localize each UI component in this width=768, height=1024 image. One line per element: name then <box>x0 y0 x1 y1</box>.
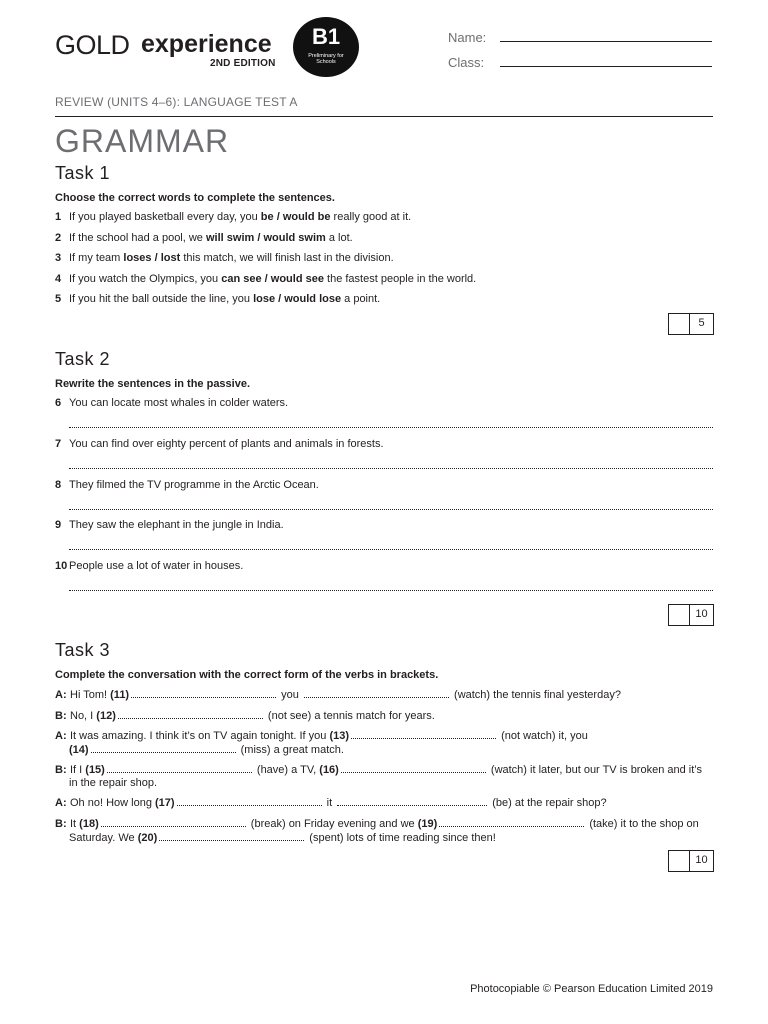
dialogue-text: you <box>278 689 302 701</box>
name-field[interactable] <box>500 41 712 42</box>
logo-gold: GOLD <box>55 30 130 60</box>
item-text: If the school had a pool, we <box>69 232 206 244</box>
option-1[interactable]: be <box>260 211 274 223</box>
option-separator: / <box>151 252 161 264</box>
dialogue-line-continued <box>55 830 729 845</box>
badge-sub-2: Schools <box>316 59 336 65</box>
item-text: a point. <box>341 293 381 305</box>
task2-item <box>55 559 715 573</box>
dialogue-text: No, I <box>70 710 97 722</box>
task2-item <box>55 518 715 532</box>
option-1[interactable]: loses <box>123 252 152 264</box>
gap-number: (13) <box>329 730 350 742</box>
dialogue-text: Hi Tom! <box>70 689 111 701</box>
logo-experience: experience <box>141 30 272 58</box>
option-2[interactable]: would swim <box>263 232 326 244</box>
option-1[interactable]: will swim <box>205 232 255 244</box>
item-text: They saw the elephant in the jungle in India. <box>69 519 284 531</box>
item-text: a lot. <box>325 232 353 244</box>
item-number: 6 <box>55 397 62 409</box>
item-number: 4 <box>55 273 62 285</box>
item-text: the fastest people in the world. <box>323 273 477 285</box>
gap-number: (16) <box>319 764 339 776</box>
name-label: Name: <box>448 30 487 45</box>
dialogue-line <box>55 728 715 743</box>
task3-score-box[interactable] <box>668 850 714 872</box>
speaker-label: A: <box>55 730 67 742</box>
dialogue-line <box>55 795 715 810</box>
dialogue-text: (have) a TV, <box>253 764 320 776</box>
option-separator: / <box>275 293 285 305</box>
item-text: If my team <box>69 252 124 264</box>
review-title: REVIEW (UNITS 4–6): LANGUAGE TEST A <box>55 95 298 109</box>
footer-copyright: Photocopiable © Pearson Education Limited 2019 <box>470 983 713 995</box>
speaker-label: B: <box>55 710 67 722</box>
item-text: this match, we will finish last in the division. <box>180 252 394 264</box>
task1-item <box>55 251 715 265</box>
task3-title: Task 3 <box>55 640 111 660</box>
task2-score-box[interactable] <box>668 604 714 626</box>
dialogue-text: (watch) it later, but our TV is broken and it’s <box>487 764 703 776</box>
gap-blank[interactable] <box>304 687 449 698</box>
task1-title: Task 1 <box>55 163 111 183</box>
answer-line[interactable] <box>69 590 713 591</box>
item-number: 10 <box>55 560 68 572</box>
gap-blank[interactable] <box>439 816 584 827</box>
gap-blank[interactable] <box>107 762 252 773</box>
dialogue-text: it <box>323 797 336 809</box>
dialogue-text: Saturday. We <box>69 832 138 844</box>
item-text: People use a lot of water in houses. <box>69 560 244 572</box>
section-title: GRAMMAR <box>55 123 230 159</box>
level-badge <box>293 17 359 77</box>
option-2[interactable]: would be <box>282 211 331 223</box>
item-number: 3 <box>55 252 62 264</box>
task3-instruction: Complete the conversation with the correct form of the verbs in brackets. <box>55 669 439 681</box>
option-1[interactable]: lose <box>253 293 276 305</box>
dialogue-text: (be) at the repair shop? <box>489 797 607 809</box>
gap-blank[interactable] <box>91 742 236 753</box>
score-total: 10 <box>695 608 708 620</box>
gap-number: (11) <box>110 689 130 701</box>
task2-item <box>55 396 715 410</box>
dialogue-text: It was amazing. I think it’s on TV again tonight. If you <box>70 730 330 742</box>
dialogue-line <box>55 708 715 723</box>
gap-blank[interactable] <box>341 762 486 773</box>
dialogue-line <box>55 687 715 702</box>
item-text: If you played basketball every day, you <box>69 211 261 223</box>
answer-line[interactable] <box>69 509 713 510</box>
badge-level: B1 <box>311 24 341 49</box>
dialogue-text: (take) it to the shop on <box>586 818 699 830</box>
task1-item <box>55 292 715 306</box>
item-number: 1 <box>55 211 62 223</box>
gap-number: (17) <box>155 797 175 809</box>
item-text: really good at it. <box>330 211 412 223</box>
item-number: 5 <box>55 293 62 305</box>
dialogue-line <box>55 816 715 831</box>
gap-blank[interactable] <box>131 687 276 698</box>
dialogue-text: If I <box>70 764 86 776</box>
dialogue-text: (break) on Friday evening and we <box>247 818 418 830</box>
task1-score-box[interactable] <box>668 313 714 335</box>
speaker-label: B: <box>55 818 67 830</box>
task2-title: Task 2 <box>55 349 111 369</box>
option-separator: / <box>273 211 283 223</box>
option-2[interactable]: would lose <box>284 293 342 305</box>
gap-number: (14) <box>69 744 89 756</box>
gap-blank[interactable] <box>159 830 304 841</box>
task1-item <box>55 272 715 286</box>
task1-item <box>55 231 715 245</box>
gap-blank[interactable] <box>118 708 263 719</box>
option-2[interactable]: lost <box>160 252 181 264</box>
option-separator: / <box>261 273 271 285</box>
task2-instruction: Rewrite the sentences in the passive. <box>55 378 251 390</box>
header-divider <box>55 116 713 117</box>
item-number: 2 <box>55 232 62 244</box>
gap-number: (19) <box>417 818 438 830</box>
item-number: 8 <box>55 479 62 491</box>
dialogue-text: It <box>70 818 80 830</box>
score-total: 5 <box>698 317 705 329</box>
item-number: 9 <box>55 519 62 531</box>
item-text: If you watch the Olympics, you <box>69 273 222 285</box>
item-text: They filmed the TV programme in the Arctic Ocean. <box>69 479 319 491</box>
class-label: Class: <box>448 55 485 70</box>
gap-number: (15) <box>85 764 105 776</box>
task2-item <box>55 478 715 492</box>
gap-blank[interactable] <box>351 728 496 739</box>
score-total: 10 <box>695 854 708 866</box>
dialogue-line <box>55 762 715 777</box>
speaker-label: A: <box>55 797 67 809</box>
dialogue-line-continued <box>55 776 729 790</box>
task1-item <box>55 210 715 224</box>
logo-edition: 2ND EDITION <box>210 58 276 69</box>
dialogue-text: (miss) a great match. <box>237 744 344 756</box>
dialogue-text: (not watch) it, you <box>498 730 588 742</box>
badge-sub-1: Preliminary for <box>308 53 344 59</box>
task1-instruction: Choose the correct words to complete the sentences. <box>55 192 335 204</box>
task2-item <box>55 437 715 451</box>
gap-blank[interactable] <box>101 816 246 827</box>
gap-number: (12) <box>96 710 116 722</box>
gap-blank[interactable] <box>337 795 487 806</box>
speaker-label: B: <box>55 764 67 776</box>
gap-number: (18) <box>79 818 99 830</box>
option-2[interactable]: would see <box>270 273 324 285</box>
option-1[interactable]: can see <box>221 273 262 285</box>
item-text: You can find over eighty percent of plants and animals in forests. <box>69 438 384 450</box>
dialogue-line-continued <box>55 742 729 757</box>
answer-line[interactable] <box>69 549 713 550</box>
answer-line[interactable] <box>69 427 713 428</box>
speaker-label: A: <box>55 689 67 701</box>
answer-line[interactable] <box>69 468 713 469</box>
gap-number: (20) <box>137 832 158 844</box>
option-separator: / <box>254 232 264 244</box>
item-number: 7 <box>55 438 62 450</box>
dialogue-text: (spent) lots of time reading since then! <box>306 832 496 844</box>
class-field[interactable] <box>500 66 712 67</box>
dialogue-text: (watch) the tennis final yesterday? <box>450 689 621 701</box>
dialogue-text: in the repair shop. <box>69 777 158 789</box>
dialogue-text: (not see) a tennis match for years. <box>264 710 435 722</box>
gap-blank[interactable] <box>177 795 322 806</box>
item-text: If you hit the ball outside the line, you <box>69 293 254 305</box>
dialogue-text: Oh no! How long <box>70 797 155 809</box>
item-text: You can locate most whales in colder waters. <box>69 397 289 409</box>
